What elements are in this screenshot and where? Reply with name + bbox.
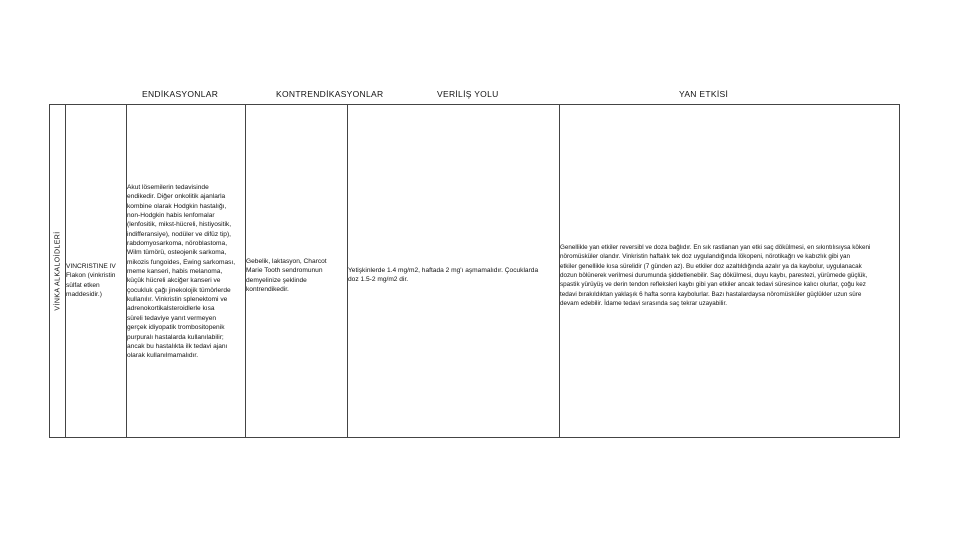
side-effect-line: tedavi bırakıldıktan yaklaşık 6 hafta sonra kaybolurlar. Bazı hastalardaysa nöromüsküler güçlükler uzun süre: [560, 290, 862, 298]
side-effect-line: etkiler genellikle kısa sürelidir (7 günden az). Bu etkiler doz azaltıldığında azalır ya da kaybolur, uygulanacak: [560, 262, 862, 270]
contraindication-line: Marie Tooth sendromunun: [246, 267, 323, 275]
indication-line: rabdomyosarkoma, nöroblastoma,: [127, 240, 228, 248]
side-effect-line: dozun bölünerek verilmesi durumunda şiddetlenebilir. Saç dökülmesi, duyu kaybı, parestezi, yürümede güçlük,: [560, 272, 868, 280]
group-label: VİNKA ALKALOİDLERİ: [54, 231, 61, 311]
group-label-cell: [50, 104, 65, 438]
side-effects-cell: [560, 243, 899, 308]
drug-name-line: sülfat etken: [66, 281, 100, 289]
indication-line: purpuralı hastalarda kullanılabilir;: [127, 333, 224, 341]
indication-line: non-Hodgkin habis lenfomalar: [127, 212, 215, 220]
drug-name-cell: [66, 262, 126, 299]
indication-line: indifferansiye), nodüler ve difüz tip),: [127, 230, 231, 238]
header-indications: ENDİKASYONLAR: [142, 89, 219, 99]
indication-line: kullanılır. Vinkristin splenektomi ve: [127, 296, 228, 304]
indication-line: meme kanseri, habis melanoma,: [127, 268, 223, 276]
indication-line: çocukluk çağı jinekolojik tümörlerde: [127, 286, 231, 294]
indication-line: (lenfositik, mikst-hücreli, histiyositik,: [127, 221, 232, 229]
side-effect-line: nöromüsküler olandır. Vinkristin haftalık tek doz uygulandığında lökopeni, nörotikağrı ve kabızlık gibi yan: [560, 253, 851, 261]
route-line: Yetişkinlerde 1.4 mg/m2, haftada 2 mg'ı aşmamalıdır. Çocuklarda: [348, 267, 539, 274]
contraindication-line: Gebelik, laktasyon, Charcot: [246, 258, 327, 265]
side-effect-line: Genellikle yan etkiler reversibl ve doza bağlıdır. En sık rastlanan yan etki saç dökülmesi, en sıkıntılısıysa kökeni: [560, 244, 871, 251]
side-effect-line: spastik yürüyüş ve derin tendon refleksleri kaybı gibi yan etkiler ancak tedavi süresince kalıcı olurlar, çoğu kez: [560, 281, 866, 289]
indication-line: adrenokortikalsteroidlerle kısa: [127, 305, 215, 313]
drug-name-line: VINCRISTINE IV: [66, 263, 116, 270]
header-contraindications: KONTRENDİKASYONLAR: [276, 89, 384, 99]
indication-line: Wilm tümörü, osteojenik sarkoma,: [127, 249, 227, 257]
indication-line: küçük hücreli akciğer kanseri ve: [127, 277, 221, 285]
side-effect-line: devam edebilir. İdame tedavi sırasında saç tekrar uzayabilir.: [560, 300, 727, 308]
indication-line: mikozis fungoides, Ewing sarkoması,: [127, 258, 236, 266]
drug-name-line: Flakon (vinkristin: [66, 272, 116, 280]
indication-line: endikedir. Diğer onkolitik ajanlarla: [127, 193, 226, 201]
indication-line: kombine olarak Hodgkin hastalığı,: [127, 202, 227, 210]
contraindication-line: kontrendikedir.: [246, 286, 289, 294]
indications-cell: [127, 183, 245, 361]
route-line: doz 1.5-2 mg/m2 dir.: [348, 276, 409, 284]
indication-line: gerçek idiyopatik trombositopenik: [127, 324, 225, 332]
indication-line: ancak bu hastalıkta ilk tedavi ajanı: [127, 342, 228, 350]
header-side-effects: YAN ETKİSİ: [679, 89, 729, 99]
indication-line: Akut lösemilerin tedavisinde: [127, 184, 209, 191]
drug-name-line: maddesidir.): [66, 291, 102, 299]
contraindications-cell: [246, 257, 347, 294]
indication-line: olarak kullanılmamalıdır.: [127, 352, 199, 360]
contraindication-line: demyelinize şeklinde: [246, 276, 307, 284]
route-cell: [348, 266, 559, 285]
header-route: VERİLİŞ YOLU: [437, 89, 499, 99]
indication-line: süreli tedaviye yanıt vermeyen: [127, 314, 217, 322]
